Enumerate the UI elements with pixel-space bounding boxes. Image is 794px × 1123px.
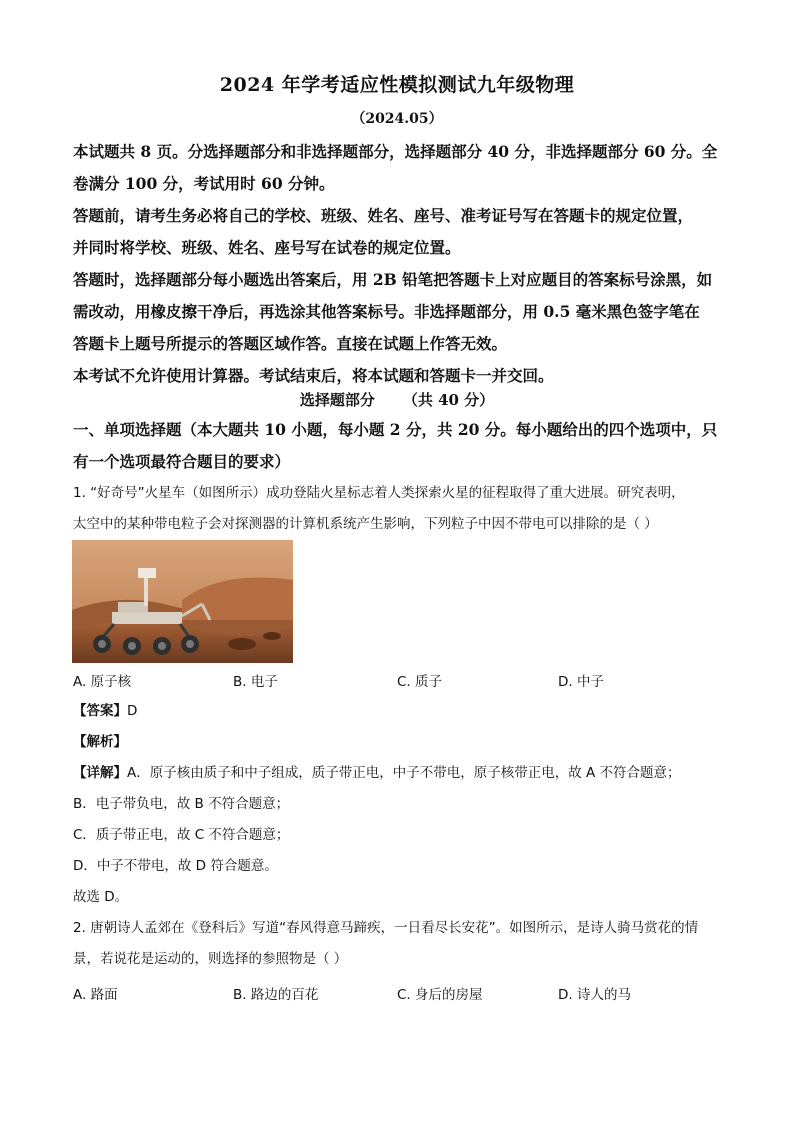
detail-line-a <box>73 758 723 789</box>
question-1-stem <box>73 478 723 540</box>
question-1-option-a: A. 原子核 <box>73 674 132 690</box>
mars-rover-illustration <box>72 540 293 663</box>
mars-rover-image <box>72 540 293 663</box>
section-name: 选择题部分 <box>299 391 375 409</box>
exam-title: 2024 年学考适应性模拟测试九年级物理 <box>219 74 575 96</box>
question-2-options <box>73 983 723 1005</box>
detail-label: 【详解】 <box>73 765 127 781</box>
question-1-option-d: D. 中子 <box>558 674 604 690</box>
question-2-option-b: B. 路边的百花 <box>233 987 319 1003</box>
question-1-option-b: B. 电子 <box>233 674 278 690</box>
part-one-line: 有一个选项最符合题目的要求） <box>73 452 291 471</box>
question-1-option-c: C. 质子 <box>397 674 443 690</box>
detail-a-text: A．原子核由质子和中子组成，质子带正电，中子不带电，原子核带正电，故 A 不符合题意； <box>127 765 681 781</box>
question-2-stem <box>73 913 723 975</box>
part-one-heading <box>73 414 723 478</box>
instruction-line: 卷满分 100 分，考试用时 60 分钟。 <box>73 174 335 193</box>
detail-line-d: D．中子不带电，故 D 符合题意。 <box>73 858 278 874</box>
question-2-stem-line: 景，若说花是运动的，则选择的参照物是（ ） <box>73 951 348 967</box>
exam-date: （2024.05） <box>351 111 443 127</box>
question-2-option-a: A. 路面 <box>73 987 118 1003</box>
question-1-solution <box>73 696 723 913</box>
instruction-line: 本考试不允许使用计算器。考试结束后，将本试题和答题卡一并交回。 <box>73 366 554 385</box>
instruction-line: 答题前，请考生务必将自己的学校、班级、姓名、座号、准考证号写在答题卡的规定位置， <box>73 206 694 225</box>
answer-value: D <box>127 703 138 719</box>
detail-line-c: C．质子带正电，故 C 不符合题意； <box>73 827 290 843</box>
analysis-label: 【解析】 <box>73 734 127 750</box>
conclusion-line: 故选 D。 <box>73 889 129 905</box>
part-one-line: 一、单项选择题（本大题共 10 小题，每小题 2 分，共 20 分。每小题给出的四个选项中，只 <box>73 420 718 439</box>
section-heading <box>0 389 794 410</box>
answer-label: 【答案】 <box>73 703 127 719</box>
instruction-line: 需改动，用橡皮擦干净后，再选涂其他答案标号。非选择题部分，用 0.5 毫米黑色签字笔在 <box>73 302 700 321</box>
section-score: （共 40 分） <box>402 391 495 409</box>
instruction-line: 本试题共 8 页。分选择题部分和非选择题部分，选择题部分 40 分，非选择题部分 60 分。全 <box>73 142 718 161</box>
question-1-options <box>73 670 723 692</box>
answer-line <box>73 696 723 727</box>
question-2-option-d: D. 诗人的马 <box>558 987 631 1003</box>
question-1-stem-line: 1. “好奇号”火星车（如图所示）成功登陆火星标志着人类探索火星的征程取得了重大进展。研究表明， <box>73 485 685 501</box>
question-2-stem-line: 2. 唐朝诗人孟郊在《登科后》写道“春风得意马蹄疾，一日看尽长安花”。如图所示，是诗人骑马赏花的情 <box>73 920 699 936</box>
question-2-option-c: C. 身后的房屋 <box>397 987 483 1003</box>
instruction-line: 答题卡上题号所提示的答题区域作答。直接在试题上作答无效。 <box>73 334 508 353</box>
instruction-line: 并同时将学校、班级、姓名、座号写在试卷的规定位置。 <box>73 238 461 257</box>
instruction-line: 答题时，选择题部分每小题选出答案后，用 2B 铅笔把答题卡上对应题目的答案标号涂黑，如 <box>73 270 713 289</box>
instructions-block <box>73 136 723 392</box>
detail-line-b: B．电子带负电，故 B 不符合题意； <box>73 796 290 812</box>
question-1-stem-line: 太空中的某种带电粒子会对探测器的计算机系统产生影响，下列粒子中因不带电可以排除的是（ ） <box>73 516 658 532</box>
